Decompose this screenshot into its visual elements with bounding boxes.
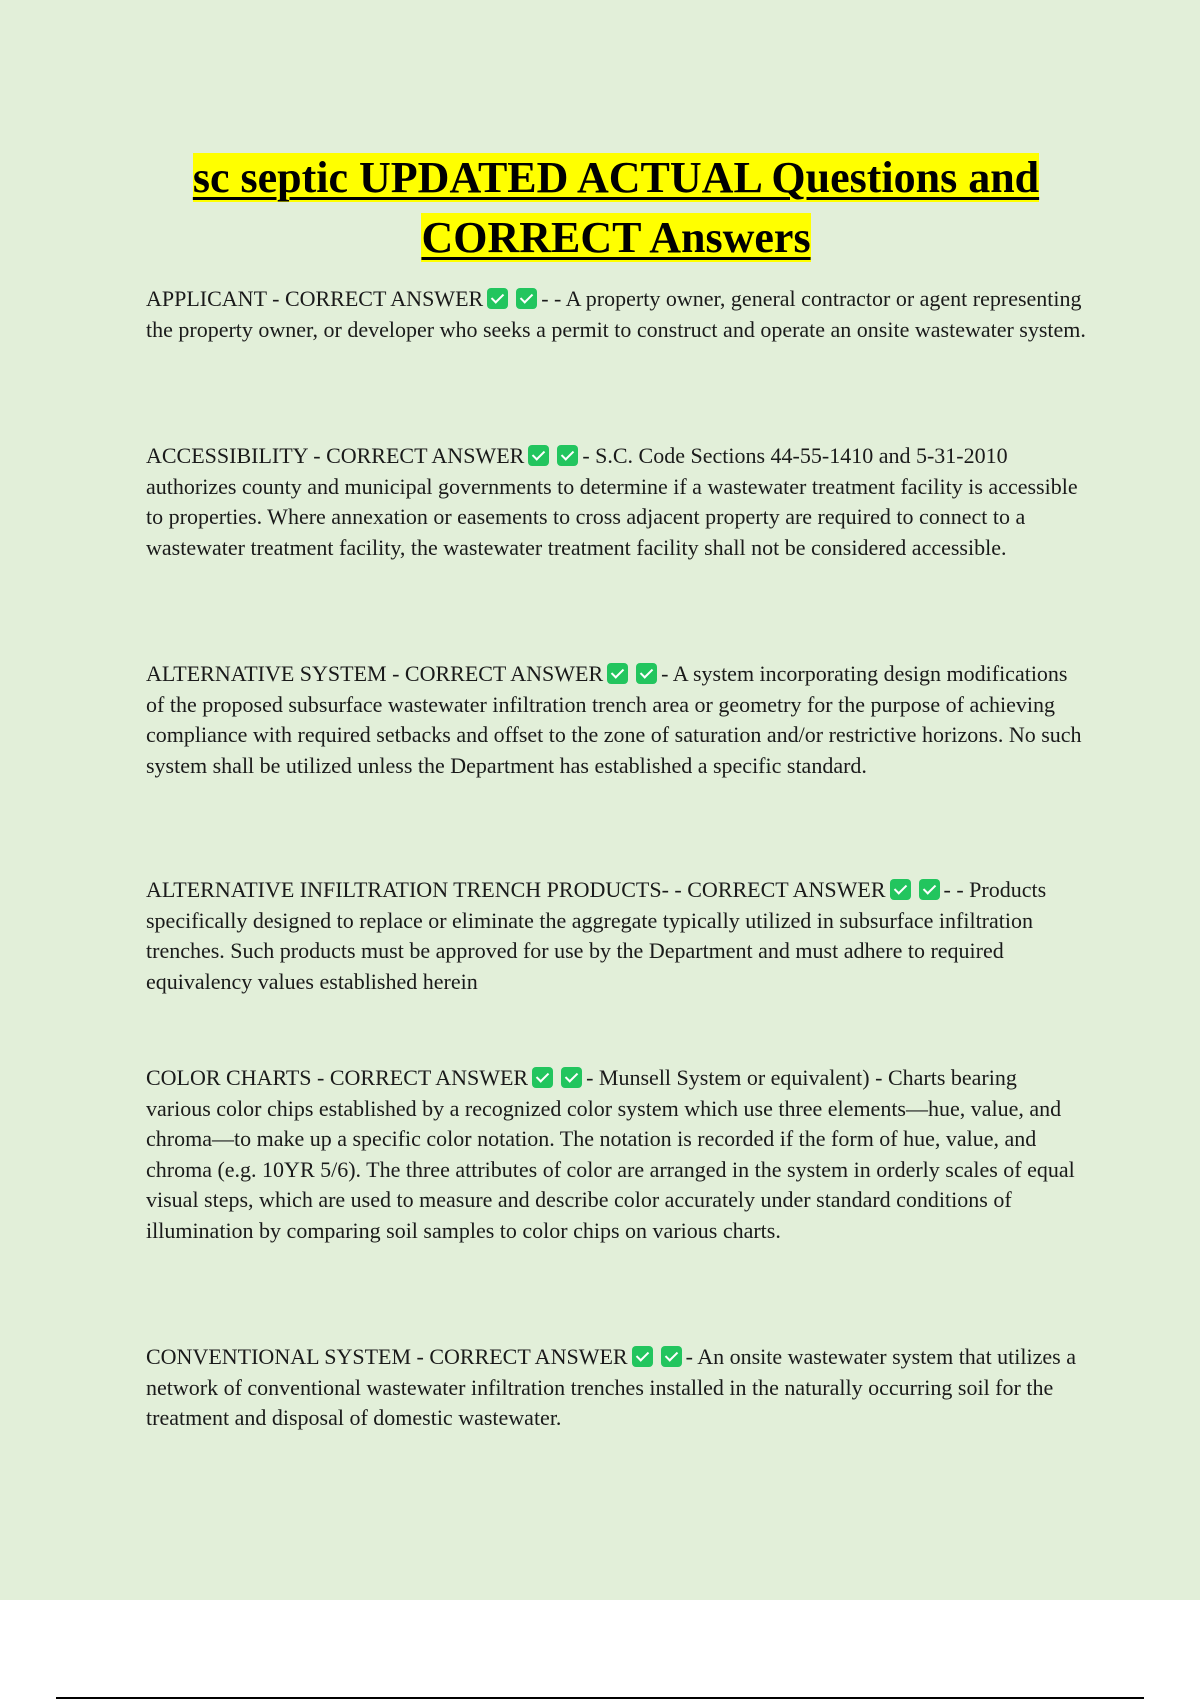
document-title-text: sc septic UPDATED ACTUAL Questions and CORRECT Answers: [192, 153, 1040, 262]
qa-entry-accessibility: [146, 441, 1086, 563]
green-checkmark-icon: [636, 663, 657, 684]
entry-term: ALTERNATIVE SYSTEM - CORRECT ANSWER: [146, 661, 604, 686]
document-title: [146, 148, 1086, 268]
green-checkmark-icon: [532, 1067, 553, 1088]
entry-definition: - Munsell System or equivalent) - Charts bearing various color chips established by a recognized color system which use three elements—hue, value, and chroma—to make up a specific color notation. The notation is recorded if the form of hue, value, and chroma (e.g. 10YR 5/6). The three attributes of color are arranged in the system in orderly scales of equal visual steps, which are used to measure and describe color accurately under standard conditions of illumination by comparing soil samples to color chips on various charts.: [146, 1065, 1075, 1243]
entry-definition: - - A property owner, general contractor or agent representing the property owner, or developer who seeks a permit to construct and operate an onsite wastewater system.: [146, 286, 1086, 342]
green-checkmark-icon: [607, 663, 628, 684]
page-divider: [56, 1697, 1144, 1699]
entry-term: CONVENTIONAL SYSTEM - CORRECT ANSWER: [146, 1344, 628, 1369]
green-checkmark-icon: [487, 288, 508, 309]
green-checkmark-icon: [516, 288, 537, 309]
green-checkmark-icon: [890, 879, 911, 900]
green-checkmark-icon: [557, 445, 578, 466]
qa-entry-alternative-system: [146, 659, 1086, 781]
entry-definition: - - Products specifically designed to replace or eliminate the aggregate typically utilized in subsurface infiltration trenches. Such products must be approved for use by the Department and must adhere to required equivalency values established herein: [146, 877, 1047, 994]
entry-definition: - An onsite wastewater system that utilizes a network of conventional wastewater infiltration trenches installed in the naturally occurring soil for the treatment and disposal of domestic wastewater.: [146, 1344, 1076, 1430]
qa-entry-color-charts: [146, 1063, 1086, 1246]
entry-term: COLOR CHARTS - CORRECT ANSWER: [146, 1065, 529, 1090]
green-checkmark-icon: [632, 1346, 653, 1367]
green-checkmark-icon: [661, 1346, 682, 1367]
qa-entry-alternative-infiltration-trench-products: [146, 875, 1086, 997]
entry-definition: - A system incorporating design modifications of the proposed subsurface wastewater infiltration trench area or geometry for the purpose of achieving compliance with required setbacks and offset to the zone of saturation and/or restrictive horizons. No such system shall be utilized unless the Department has established a specific standard.: [146, 661, 1082, 778]
green-checkmark-icon: [561, 1067, 582, 1088]
entry-definition: - S.C. Code Sections 44-55-1410 and 5-31-2010 authorizes county and municipal governments to determine if a wastewater treatment facility is accessible to properties. Where annexation or easements to cross adjacent property are required to connect to a wastewater treatment facility, the wastewater treatment facility shall not be considered accessible.: [146, 443, 1078, 560]
entry-term: ALTERNATIVE INFILTRATION TRENCH PRODUCTS- - CORRECT ANSWER: [146, 877, 886, 902]
qa-entry-conventional-system: [146, 1342, 1086, 1434]
green-checkmark-icon: [919, 879, 940, 900]
qa-entry-applicant: [146, 284, 1086, 345]
entry-term: APPLICANT - CORRECT ANSWER: [146, 286, 484, 311]
entry-term: ACCESSIBILITY - CORRECT ANSWER: [146, 443, 525, 468]
green-checkmark-icon: [528, 445, 549, 466]
